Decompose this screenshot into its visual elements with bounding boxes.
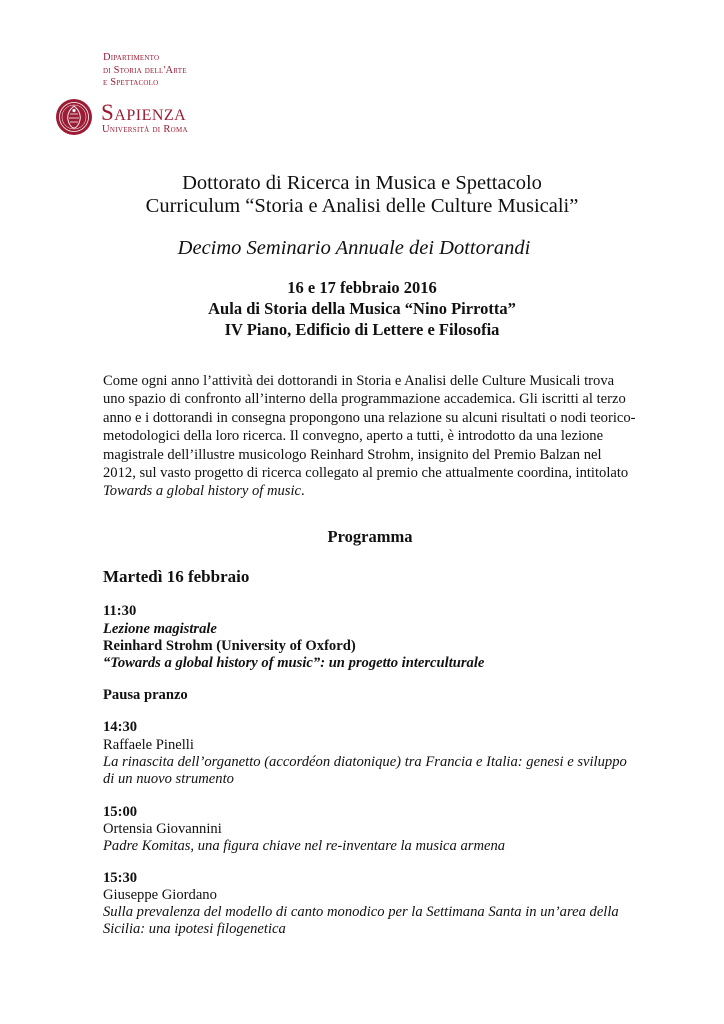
slot-time: 14:30 <box>103 719 138 735</box>
intro-line: metodologici della loro ricerca. Il convegno, aperto a tutti, è introdotto da una lezione <box>103 428 604 445</box>
day-heading: Martedì 16 febbraio <box>103 567 250 586</box>
slot-time: 11:30 <box>103 603 137 619</box>
sapienza-seal-logo <box>55 98 93 136</box>
slot-title: di un nuovo strumento <box>103 771 234 787</box>
slot-speaker: Reinhard Strohm (University of Oxford) <box>103 638 356 654</box>
university-name: Sapienza <box>101 100 187 125</box>
slot-speaker: Ortensia Giovannini <box>103 821 222 837</box>
department-line-2: di Storia dell'Arte <box>103 64 187 76</box>
event-date: 16 e 17 febbraio 2016 <box>287 278 437 297</box>
program-heading: Programma <box>327 527 413 546</box>
department-name <box>103 52 187 90</box>
slot-title <box>103 654 484 672</box>
slot-title: La rinascita dell’organetto (accordéon diatonique) tra Francia e Italia: genesi e sviluppo <box>103 754 627 770</box>
curriculum-title: Curriculum “Storia e Analisi delle Culture Musicali” <box>145 195 579 217</box>
intro-line: anno e i dottorandi in consegna propongono una relazione su alcuni risultati o nodi teorico- <box>103 409 636 426</box>
intro-line: uno spazio di confronto all’interno della programmazione accademica. Gli iscritti al terzo <box>103 391 626 408</box>
university-subtitle: Università di Roma <box>102 124 188 135</box>
break-label: Pausa pranzo <box>103 687 188 703</box>
intro-line: 2012, sul vasto progetto di ricerca collegato al premio che attualmente coordina, intitolato <box>103 465 629 482</box>
intro-line <box>103 482 643 500</box>
intro-title-italic: Towards a global history of music <box>103 483 301 500</box>
slot-speaker: Raffaele Pinelli <box>103 737 194 753</box>
department-line-3: e Spettacolo <box>103 77 159 88</box>
slot-title-quoted: “Towards a global history of music” <box>103 655 321 671</box>
slot-title-rest: : un progetto interculturale <box>320 655 485 671</box>
slot-title: Sulla prevalenza del modello di canto monodico per la Settimana Santa in un’area della <box>103 904 619 920</box>
intro-end: . <box>301 483 305 500</box>
seminar-title: Decimo Seminario Annuale dei Dottorandi <box>177 237 531 259</box>
intro-line: magistrale dell’illustre musicologo Reinhard Strohm, insignito del Premio Balzan nel <box>103 446 602 463</box>
slot-title: Sicilia: una ipotesi filogenetica <box>103 921 286 937</box>
intro-line: Come ogni anno l’attività dei dottorandi in Storia e Analisi delle Culture Musicali trova <box>103 373 615 389</box>
slot-speaker: Giuseppe Giordano <box>103 887 217 903</box>
intro-paragraph <box>103 372 643 501</box>
slot-title: Padre Komitas, una figura chiave nel re-inventare la musica armena <box>103 838 506 854</box>
event-building: IV Piano, Edificio di Lettere e Filosofia <box>224 320 500 339</box>
event-room: Aula di Storia della Musica “Nino Pirrotta” <box>208 299 516 318</box>
slot-time: 15:30 <box>103 870 138 886</box>
doctorate-title: Dottorato di Ricerca in Musica e Spettacolo <box>182 172 542 194</box>
slot-time: 15:00 <box>103 804 138 820</box>
department-line-1: Dipartimento <box>103 52 160 63</box>
slot-type: Lezione magistrale <box>103 621 217 637</box>
